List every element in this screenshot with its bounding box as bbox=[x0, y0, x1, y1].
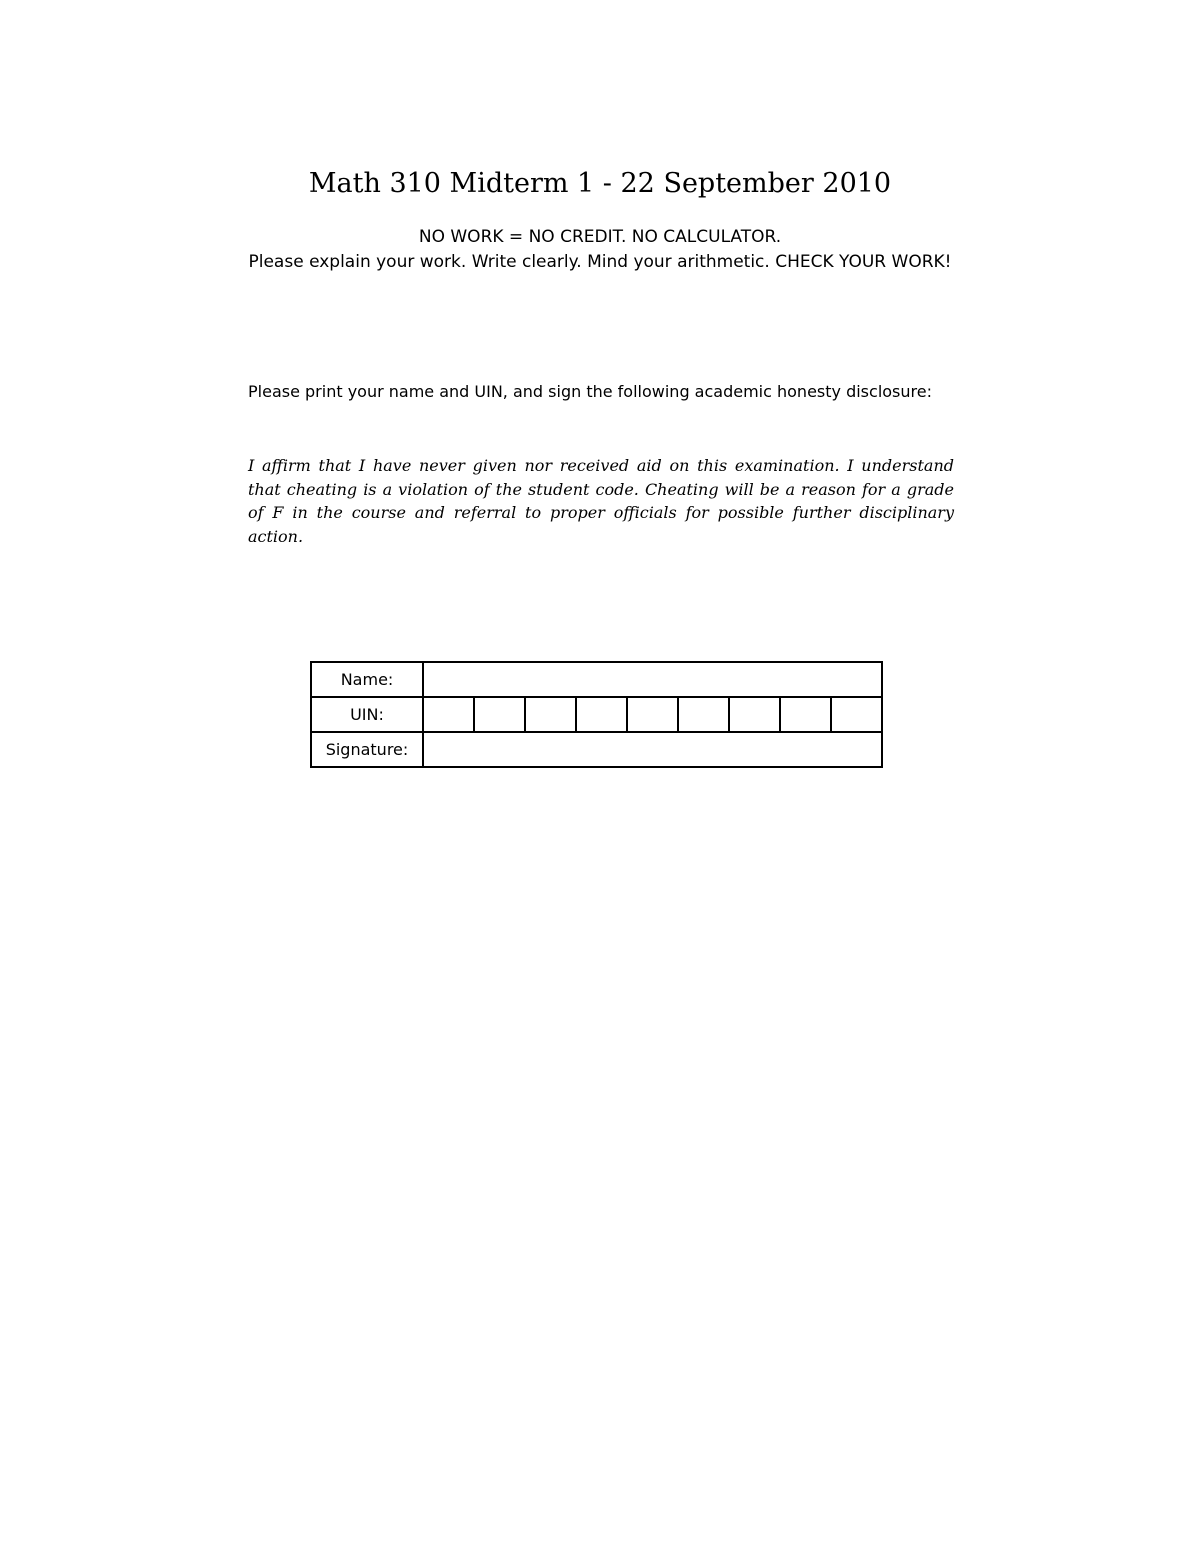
uin-row bbox=[311, 697, 882, 732]
name-label: Name: bbox=[311, 662, 423, 697]
uin-digit-box[interactable] bbox=[780, 697, 831, 732]
name-field[interactable] bbox=[423, 662, 882, 697]
student-id-table bbox=[310, 661, 883, 768]
disclosure-prompt: Please print your name and UIN, and sign the following academic honesty disclosure: bbox=[248, 382, 932, 401]
name-row bbox=[311, 662, 882, 697]
instructions-line-1: NO WORK = NO CREDIT. NO CALCULATOR. bbox=[418, 227, 782, 247]
instructions-line-2: Please explain your work. Write clearly. Mind your arithmetic. CHECK YOUR WORK! bbox=[248, 252, 952, 272]
uin-digit-box[interactable] bbox=[525, 697, 576, 732]
uin-digit-box[interactable] bbox=[627, 697, 678, 732]
uin-digit-box[interactable] bbox=[831, 697, 882, 732]
exam-title: Math 310 Midterm 1 - 22 September 2010 bbox=[308, 168, 892, 199]
honesty-statement: I affirm that I have never given nor received aid on this examination. I understand that cheating is a violation of the student code. Cheating will be a reason for a grade of F in the course and referral to proper officials for possible further disciplinary action. bbox=[248, 456, 954, 546]
uin-digit-box[interactable] bbox=[423, 697, 474, 732]
uin-digit-box[interactable] bbox=[474, 697, 525, 732]
uin-digit-box[interactable] bbox=[576, 697, 627, 732]
signature-field[interactable] bbox=[423, 732, 882, 767]
signature-label: Signature: bbox=[311, 732, 423, 767]
uin-label: UIN: bbox=[311, 697, 423, 732]
uin-digit-box[interactable] bbox=[729, 697, 780, 732]
uin-digit-box[interactable] bbox=[678, 697, 729, 732]
signature-row bbox=[311, 732, 882, 767]
